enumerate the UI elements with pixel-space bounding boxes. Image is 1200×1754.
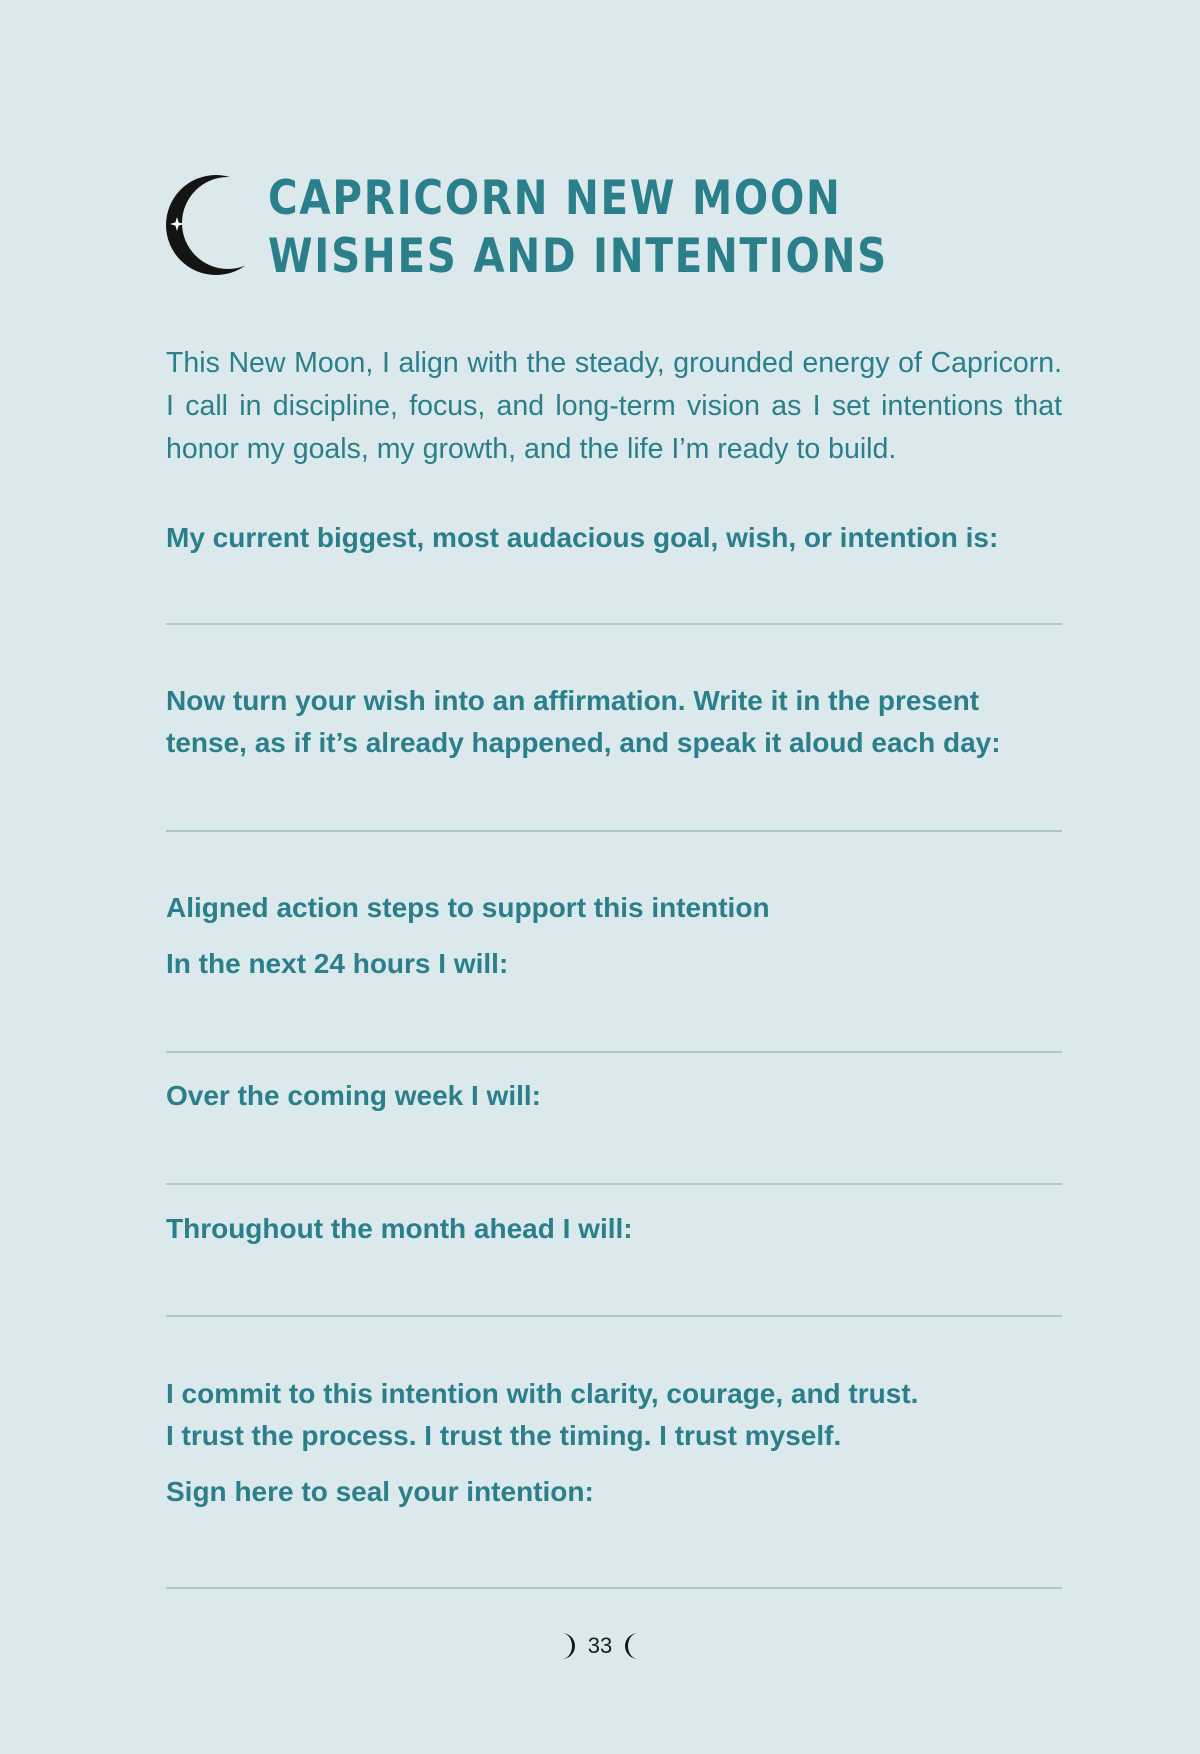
signature-line[interactable] — [166, 1587, 1062, 1589]
month-ahead-write-line[interactable] — [166, 1315, 1062, 1317]
title-line-2: WISHES AND INTENTIONS — [268, 229, 889, 284]
waxing-moon-icon — [558, 1632, 576, 1660]
title-line-1: CAPRICORN NEW MOON — [268, 171, 842, 226]
month-ahead-prompt: Throughout the month ahead I will: — [166, 1213, 633, 1244]
waning-moon-icon — [624, 1632, 642, 1660]
next-24-hours-write-line[interactable] — [166, 1051, 1062, 1053]
goal-prompt: My current biggest, most audacious goal, wish, or intention is: — [166, 522, 999, 553]
page-header — [166, 172, 989, 286]
page-title — [268, 170, 989, 286]
action-steps-heading: Aligned action steps to support this intention — [166, 892, 770, 923]
affirmation-prompt: Now turn your wish into an affirmation. Write it in the present tense, as if it’s already happened, and speak it aloud each day: — [166, 685, 1001, 758]
page-number: 33 — [587, 1633, 613, 1658]
coming-week-write-line[interactable] — [166, 1183, 1062, 1185]
commitment-line-1: I commit to this intention with clarity, courage, and trust. — [166, 1378, 919, 1409]
commitment-line-2: I trust the process. I trust the timing. I trust myself. — [166, 1420, 842, 1451]
affirmation-write-line[interactable] — [166, 830, 1062, 832]
goal-write-line[interactable] — [166, 623, 1062, 625]
intro-paragraph: This New Moon, I align with the steady, grounded energy of Capricorn. I call in discipline, focus, and long-term vision as I set intentions that honor my goals, my growth, and the life I’m ready to build. — [166, 347, 1062, 465]
crescent-moon-icon — [166, 172, 246, 278]
sign-prompt: Sign here to seal your intention: — [166, 1476, 594, 1507]
page-footer — [0, 1632, 1200, 1660]
coming-week-prompt: Over the coming week I will: — [166, 1080, 541, 1111]
next-24-hours-prompt: In the next 24 hours I will: — [166, 948, 509, 979]
